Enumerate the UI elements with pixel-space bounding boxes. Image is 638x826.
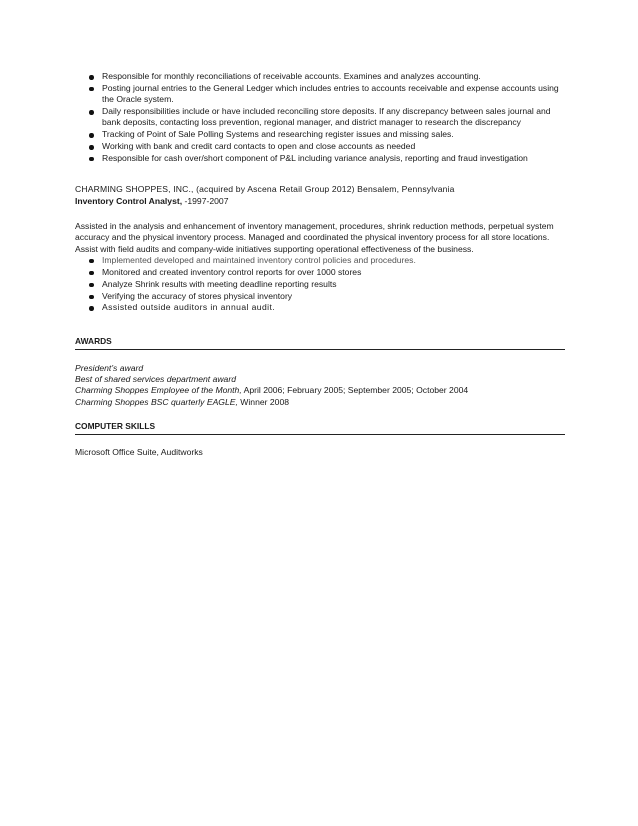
list-item (75, 106, 565, 129)
bullet-text: Working with bank and credit card contacts to open and close accounts as needed (102, 141, 416, 152)
award-title: Charming Shoppes Employee of the Month, (75, 385, 242, 396)
bullet-icon (89, 145, 94, 150)
awards-heading: AWARDS (75, 336, 565, 350)
bullet-text: Responsible for cash over/short component of P&L including variance analysis, reporting and fraud investigation (102, 152, 528, 163)
bullet-icon (89, 306, 94, 311)
list-item (75, 71, 565, 82)
bullet-icon (89, 110, 94, 115)
award-line: Best of shared services department award (75, 374, 236, 385)
list-item (75, 255, 565, 266)
bullet-text: Posting journal entries to the General Ledger which includes entries to accounts receivable and expense accounts using the Oracle system. (102, 82, 559, 105)
computer-skills-heading: COMPUTER SKILLS (75, 421, 565, 435)
bullet-icon (89, 283, 94, 288)
list-item (75, 267, 565, 278)
list-item (75, 291, 565, 302)
award-dates: Winner 2008 (237, 396, 290, 407)
bullet-text: Verifying the accuracy of stores physical inventory (102, 290, 293, 301)
bullet-icon (89, 259, 94, 264)
bullet-text: Analyze Shrink results with meeting deadline reporting results (102, 278, 337, 289)
responsibilities-list (75, 71, 565, 164)
bullet-icon (89, 295, 94, 300)
award-dates: April 2006; February 2005; September 2005; October 2004 (241, 385, 469, 396)
duties-list (75, 255, 565, 314)
awards-block (75, 363, 565, 408)
job-years: -1997-2007 (182, 195, 229, 206)
list-item (75, 153, 565, 164)
company-line: CHARMING SHOPPES, INC., (acquired by Ascena Retail Group 2012) Bensalem, Pennsylvania (75, 184, 455, 195)
bullet-icon (89, 75, 94, 80)
job-title-line (75, 196, 565, 207)
job-title: Inventory Control Analyst, (75, 195, 183, 206)
list-item (75, 141, 565, 152)
bullet-text: Tracking of Point of Sale Polling Systems and researching register issues and missing sales. (102, 129, 454, 140)
resume-page (75, 71, 565, 459)
bullet-icon (89, 157, 94, 162)
bullet-text: Assisted outside auditors in annual audit. (102, 302, 276, 313)
bullet-text: Monitored and created inventory control reports for over 1000 stores (102, 266, 362, 277)
award-title: Charming Shoppes BSC quarterly EAGLE, (75, 396, 238, 407)
bullet-text: Implemented developed and maintained inventory control policies and procedures. (102, 254, 416, 265)
list-item (75, 129, 565, 140)
bullet-text: Responsible for monthly reconciliations of receivable accounts. Examines and analyzes accounting. (102, 71, 481, 81)
list-item (75, 279, 565, 290)
award-line (75, 397, 565, 408)
job-summary: Assisted in the analysis and enhancement of inventory management, procedures, shrink reduction methods, perpetual system accuracy and the physical inventory process. Managed and coordinated the physical inventory process for all store locations. Assist with field audits and company-wide initiatives supporting operational effectiveness of the business. (75, 220, 554, 254)
award-line: President’s award (75, 362, 144, 373)
list-item (75, 302, 565, 313)
bullet-icon (89, 133, 94, 138)
bullet-text: Daily responsibilities include or have included reconciling store deposits. If any discrepancy between sales journal and bank deposits, contacting loss prevention, regional manager, and district manager to research the discrepancy (102, 106, 551, 128)
award-line (75, 385, 565, 396)
bullet-icon (89, 271, 94, 276)
bullet-icon (89, 87, 94, 92)
computer-skills-text: Microsoft Office Suite, Auditworks (75, 447, 203, 458)
list-item (75, 83, 565, 106)
